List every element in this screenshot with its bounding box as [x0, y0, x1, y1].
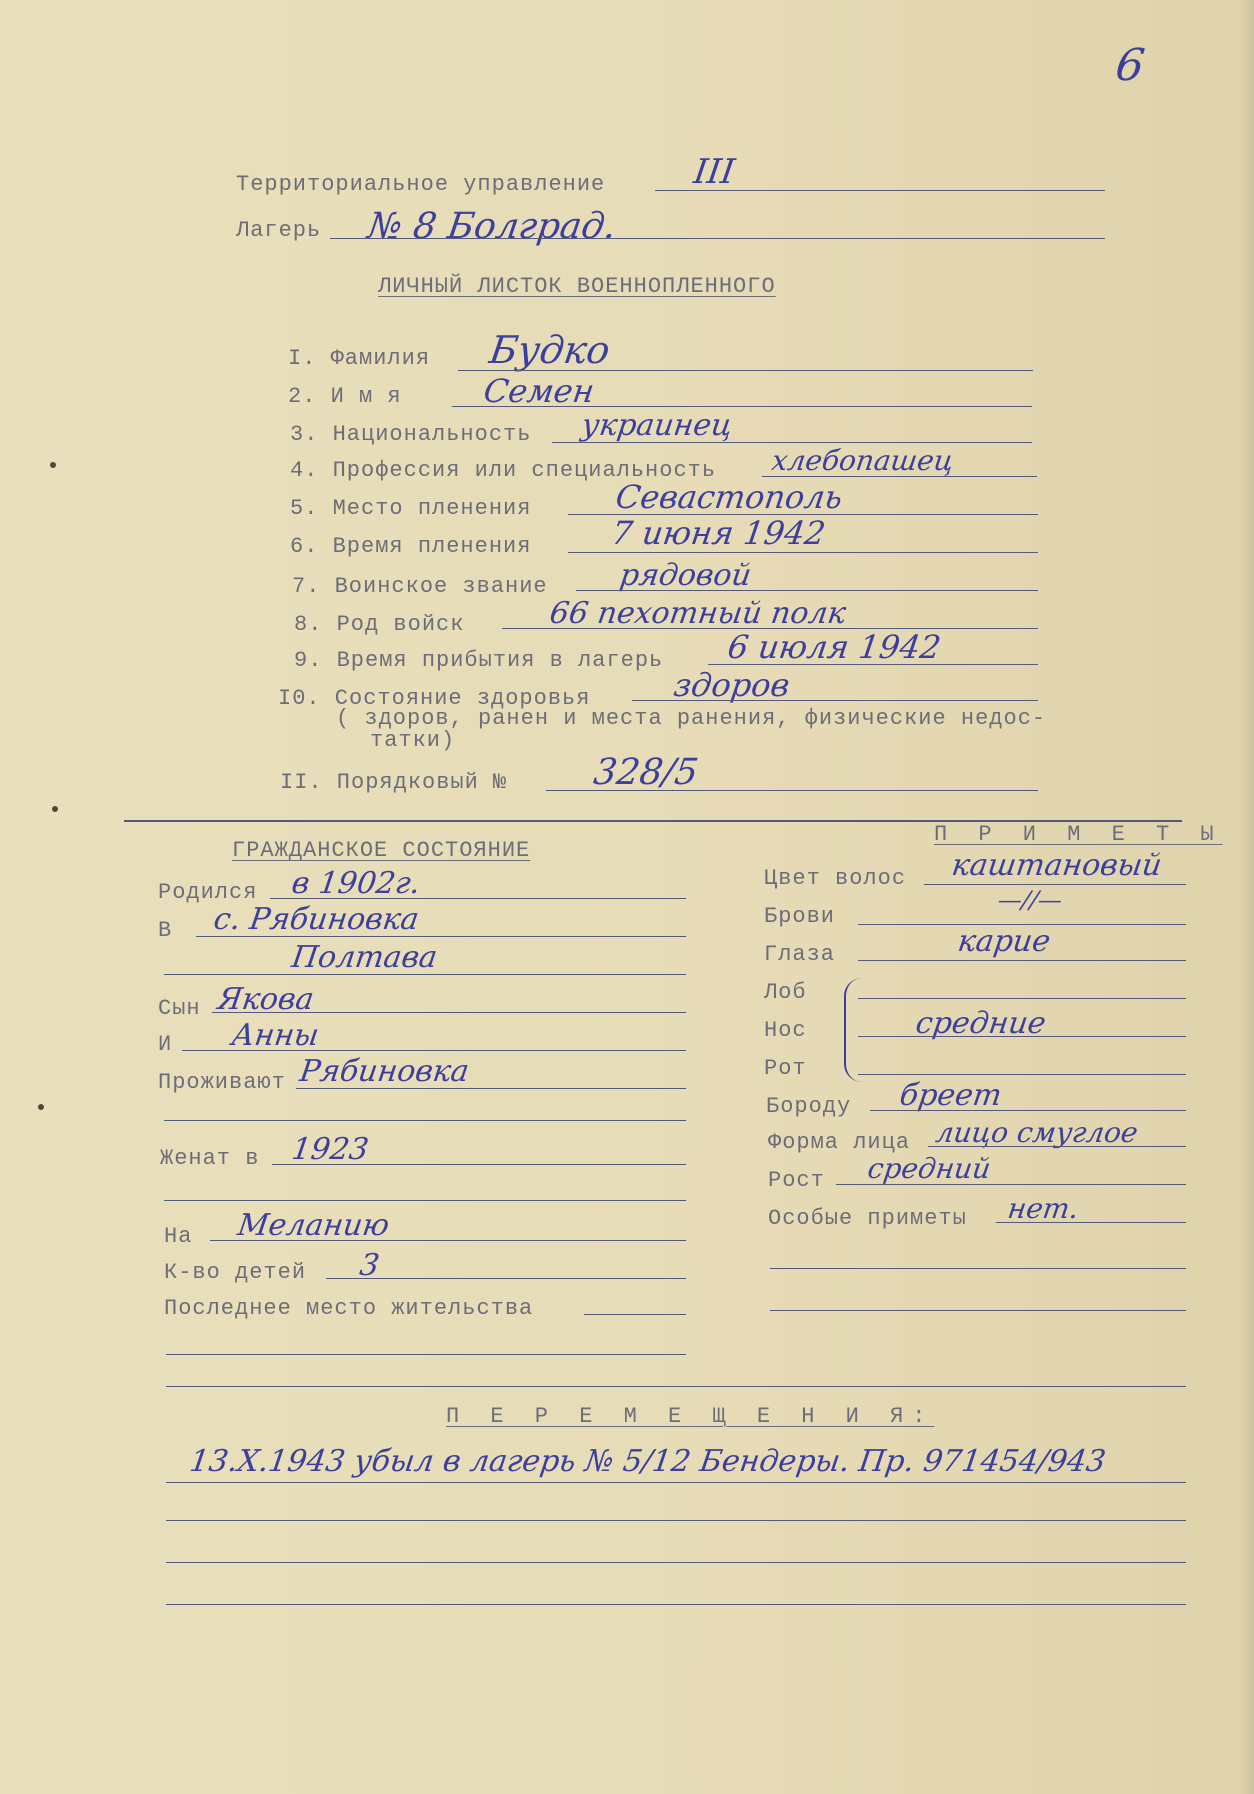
married-label: Женат в: [160, 1146, 260, 1171]
spouse-label: На: [164, 1224, 193, 1249]
brows-value: —//—: [996, 886, 1065, 914]
field-line: [296, 1088, 686, 1089]
page-number: 6: [1112, 40, 1148, 91]
married-value: 1923: [289, 1132, 371, 1167]
field-line: [270, 898, 686, 899]
field-line: [632, 700, 1038, 701]
mother-label: И: [158, 1032, 173, 1057]
birthplace-label: В: [158, 918, 173, 943]
forehead-label: Лоб: [764, 980, 807, 1005]
brows-label: Брови: [764, 904, 836, 929]
field-value-nationality: украинец: [579, 408, 735, 443]
field-value-rank: рядовой: [617, 558, 754, 593]
document-title: ЛИЧНЫЙ ЛИСТОК ВОЕННОПЛЕННОГО: [378, 274, 776, 299]
hair-label: Цвет волос: [764, 866, 907, 891]
height-label: Рост: [768, 1168, 825, 1193]
brace-mark: [844, 978, 868, 1082]
civil-section-title: ГРАЖДАНСКОЕ СОСТОЯНИЕ: [232, 838, 531, 863]
height-value: средний: [865, 1152, 993, 1185]
page-edge-shadow: [1240, 0, 1254, 1794]
field-line: [164, 1120, 686, 1121]
birthplace-value: с. Рябиновка: [211, 902, 422, 937]
camp-label: Лагерь: [236, 218, 322, 243]
last-residence-label: Последнее место жительства: [164, 1296, 534, 1321]
field-line: [212, 1012, 686, 1013]
field-value-surname: Будко: [486, 328, 613, 372]
field-line: [762, 476, 1037, 477]
punch-hole-mark: [52, 806, 58, 812]
field-label-arrival: 9. Время прибытия в лагерь: [294, 648, 664, 673]
camp-line: [330, 238, 1105, 239]
field-label-troops: 8. Род войск: [294, 612, 465, 637]
field-line: [272, 1164, 686, 1165]
serial-label: II. Порядковый №: [280, 770, 508, 795]
field-line: [166, 1354, 686, 1355]
field-line: [166, 1562, 1186, 1563]
field-value-name: Семен: [481, 372, 597, 410]
field-label-surname: I. Фамилия: [288, 346, 431, 371]
field-label-nationality: 3. Национальность: [290, 422, 532, 447]
field-value-capture-place: Севастополь: [613, 478, 845, 516]
field-value-troops: 66 пехотный полк: [547, 596, 849, 631]
field-line: [196, 936, 686, 937]
field-line: [210, 1240, 686, 1241]
mouth-label: Рот: [764, 1056, 807, 1081]
punch-hole-mark: [50, 462, 56, 468]
field-line: [858, 1036, 1186, 1037]
children-value: 3: [357, 1248, 382, 1283]
field-line: [552, 442, 1032, 443]
special-value: нет.: [1005, 1192, 1081, 1225]
spouse-value: Меланию: [235, 1208, 392, 1243]
field-line: [836, 1184, 1186, 1185]
field-line: [326, 1278, 686, 1279]
field-line: [166, 1482, 1186, 1483]
serial-value: 328/5: [591, 752, 701, 793]
field-label-capture-place: 5. Место пленения: [290, 496, 532, 521]
beard-value: бреет: [897, 1078, 1004, 1113]
field-value-arrival: 6 июля 1942: [725, 628, 944, 666]
field-label-capture-time: 6. Время пленения: [290, 534, 532, 559]
field-line: [708, 664, 1038, 665]
hair-value: каштановый: [949, 848, 1165, 883]
field-line: [166, 1520, 1186, 1521]
field-label-name: 2. И м я: [288, 384, 402, 409]
camp-value: № 8 Болград.: [365, 206, 619, 247]
field-line: [452, 406, 1032, 407]
field-line: [584, 1314, 686, 1315]
field-value-profession: хлебопашец: [769, 444, 956, 477]
field-line: [164, 1200, 686, 1201]
field-value-capture-time: 7 июня 1942: [609, 514, 828, 552]
serial-line: [546, 790, 1038, 791]
field-label-rank: 7. Воинское звание: [292, 574, 548, 599]
residence-label: Проживают: [158, 1070, 286, 1095]
field-label-health: I0. Состояние здоровья: [278, 686, 591, 711]
father-value: Якова: [215, 982, 317, 1017]
territorial-value: III: [691, 152, 738, 192]
born-value: в 1902г.: [289, 866, 423, 901]
transfer-entry: 13.Х.1943 убыл в лагерь № 5/12 Бендеры. Пр. 971454/943: [187, 1444, 1108, 1479]
signs-section-title: П Р И М Е Т Ы: [934, 822, 1223, 847]
beard-label: Бороду: [766, 1094, 852, 1119]
field-line: [182, 1050, 686, 1051]
field-line: [568, 552, 1038, 553]
nose-value: средние: [913, 1006, 1049, 1041]
punch-hole-mark: [38, 1104, 44, 1110]
transfers-title: П Е Р Е М Е Щ Е Н И Я:: [446, 1404, 935, 1429]
children-label: К-во детей: [164, 1260, 307, 1285]
residence-value: Рябиновка: [297, 1054, 472, 1089]
field-line: [164, 974, 686, 975]
father-label: Сын: [158, 996, 201, 1021]
field-value-health: здоров: [671, 666, 793, 704]
field-line: [928, 1146, 1186, 1147]
birthplace-value-2: Полтава: [289, 940, 440, 975]
field-line: [770, 1310, 1186, 1311]
field-line: [770, 1268, 1186, 1269]
field-line: [576, 590, 1038, 591]
field-line: [870, 1110, 1186, 1111]
field-line: [858, 998, 1186, 999]
field-line: [996, 1222, 1186, 1223]
field-line: [458, 370, 1033, 371]
field-line: [858, 960, 1186, 961]
special-label: Особые приметы: [768, 1206, 967, 1231]
field-label-profession: 4. Профессия или специальность: [290, 458, 717, 483]
health-note-line1: ( здоров, ранен и места ранения, физические недос-: [336, 706, 1047, 731]
health-note-line2: татки): [370, 728, 456, 753]
face-value: лицо смуглое: [933, 1116, 1141, 1149]
territorial-line: [655, 190, 1105, 191]
field-line: [858, 1074, 1186, 1075]
field-line: [924, 884, 1186, 885]
born-label: Родился: [158, 880, 258, 905]
eyes-value: карие: [955, 924, 1053, 959]
field-line: [166, 1604, 1186, 1605]
territorial-label: Территориальное управление: [236, 172, 606, 197]
mother-value: Анны: [229, 1018, 322, 1053]
section-divider: [166, 1386, 1186, 1387]
eyes-label: Глаза: [764, 942, 836, 967]
face-label: Форма лица: [768, 1130, 911, 1155]
nose-label: Нос: [764, 1018, 807, 1043]
